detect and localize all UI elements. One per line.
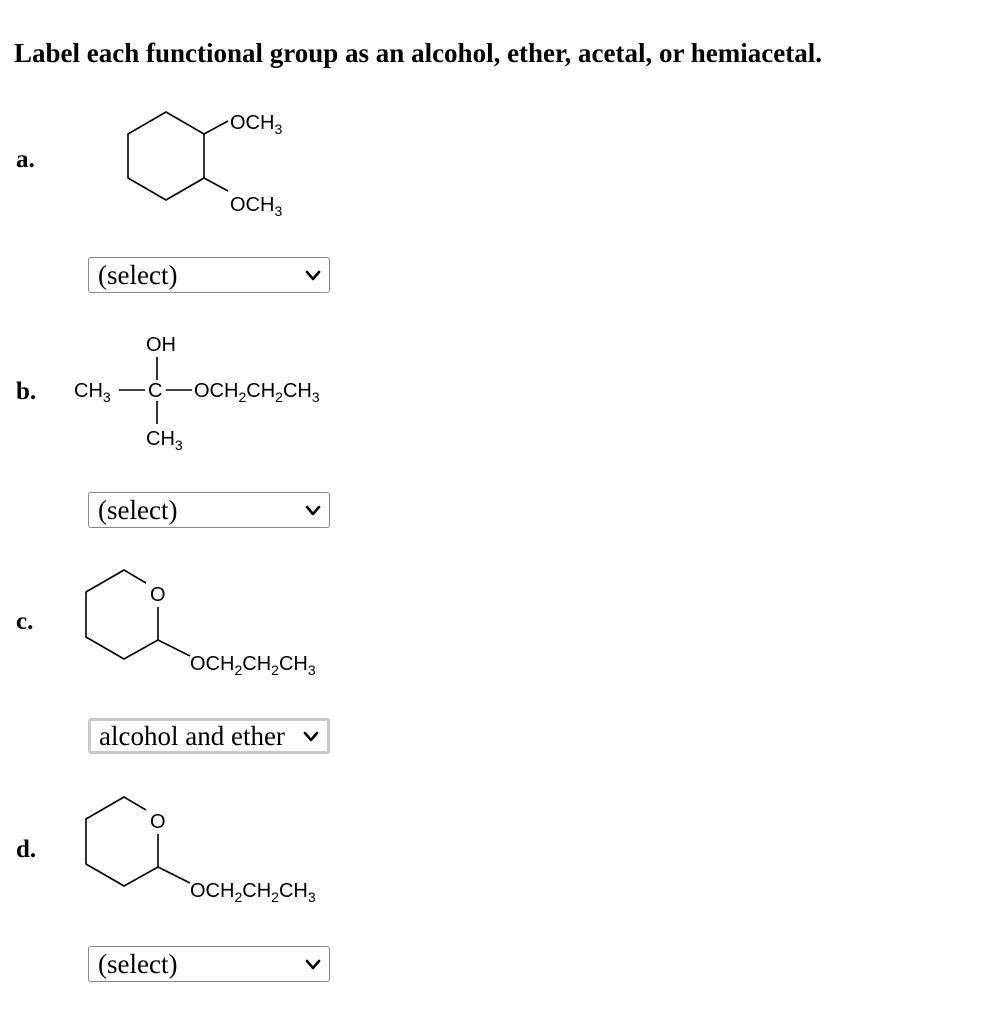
chevron-down-icon [305, 959, 321, 971]
instructions-heading: Label each functional group as an alcohol, ether, acetal, or hemiacetal. [14, 38, 822, 68]
select-value-a: (select) [98, 260, 178, 290]
methoxy-top: $OCH_3$ [230, 112, 283, 137]
propoxy-group: $OCH_2CH_2CH_3$ [190, 653, 316, 678]
question-label-d: d. [16, 836, 37, 863]
select-value-b: (select) [98, 495, 178, 525]
question-label-a: a. [16, 146, 35, 173]
hydroxyl-label: OH [146, 334, 176, 356]
tetrahydropyran-ring [86, 797, 158, 886]
methyl-bottom: $CH_3$ [146, 428, 183, 453]
question-label-c: c. [16, 608, 34, 635]
propoxy-chain: $OCH_2CH_2CH_3$ [194, 380, 320, 405]
select-value-d: (select) [98, 949, 178, 979]
methyl-left: $CH_3$ [74, 380, 111, 405]
ring-oxygen: O [150, 811, 166, 833]
methoxy-bottom: $OCH_3$ [230, 194, 283, 219]
central-carbon: C [148, 380, 163, 402]
ring-oxygen: O [150, 584, 166, 606]
propoxy-group: $OCH_2CH_2CH_3$ [190, 880, 316, 905]
question-label-b: b. [16, 378, 37, 405]
select-value-c: alcohol and ether [99, 721, 285, 751]
answer-select-d[interactable] [88, 946, 330, 982]
bond-side-chain [158, 867, 190, 883]
